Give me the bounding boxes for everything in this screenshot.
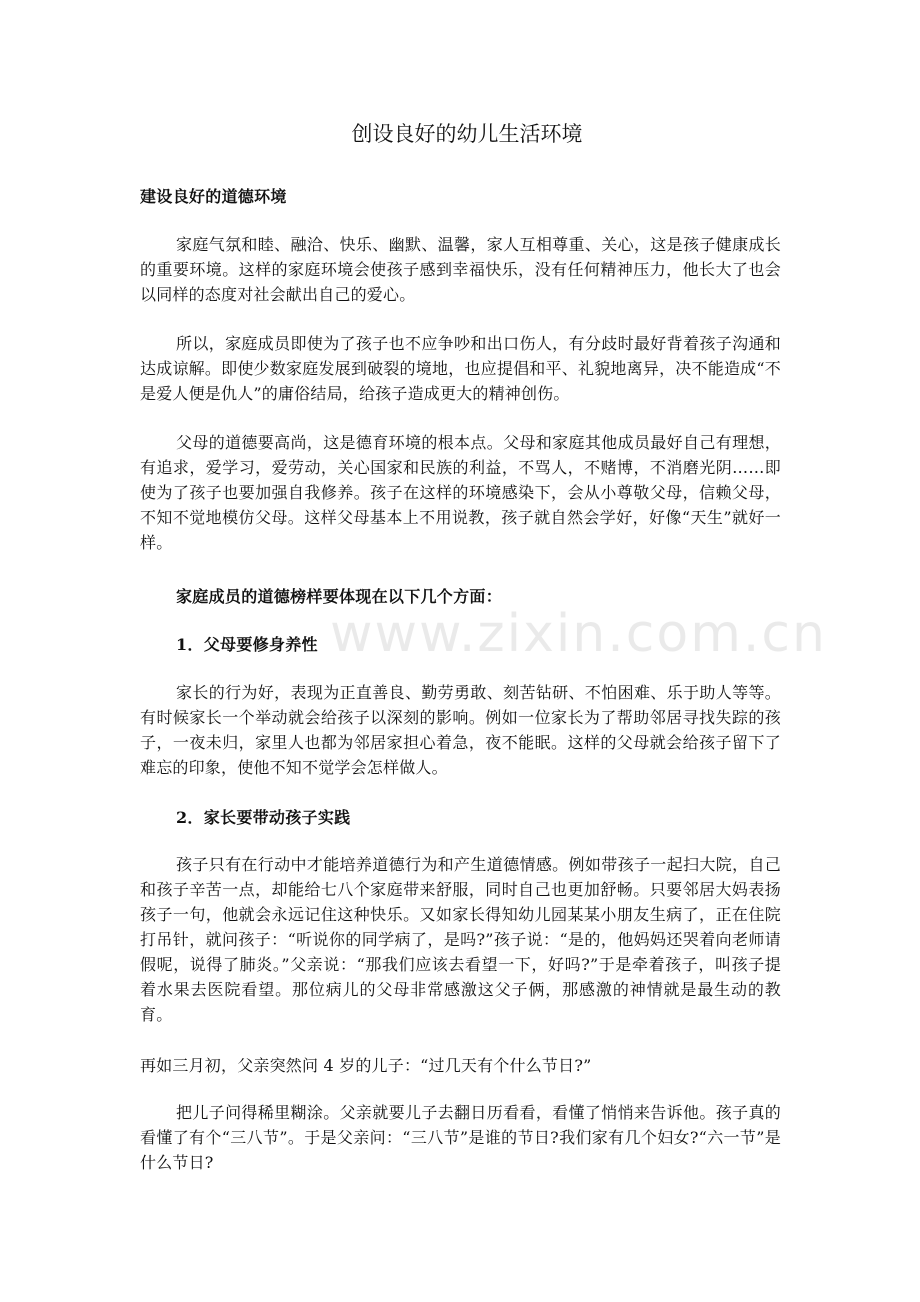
item2-heading: 2．家长要带动孩子实践: [176, 808, 351, 827]
item2-paragraph-c: 把儿子问得稀里糊涂。父亲就要儿子去翻日历看看，看懂了悄悄来告诉他。孩子真的看懂了有个“三八节”。于是父亲问：“三八节”是谁的节日?我们家有几个妇女?“六一节”是什么节日?: [140, 1103, 781, 1172]
paragraph-1: 家庭气氛和睦、融洽、快乐、幽默、温馨，家人互相尊重、关心，这是孩子健康成长的重要环境。这样的家庭环境会使孩子感到幸福快乐，没有任何精神压力，他长大了也会以同样的态度对社会献出自己的爱心。: [140, 235, 781, 304]
document-title: 创设良好的幼儿生活环境: [351, 122, 583, 146]
section-heading: 建设良好的道德环境: [140, 187, 287, 206]
watermark-text: www.zixin.com.cn: [330, 604, 827, 664]
paragraph-2: 所以，家庭成员即使为了孩子也不应争吵和出口伤人，有分歧时最好背着孩子沟通和达成谅解。即使少数家庭发展到破裂的境地，也应提倡和平、礼貌地离异，决不能造成“不是爱人便是仇人”的庸俗结局，给孩子造成更大的精神创伤。: [140, 334, 781, 403]
item2-paragraph: 孩子只有在行动中才能培养道德行为和产生道德情感。例如带孩子一起扫大院，自己和孩子辛苦一点，却能给七八个家庭带来舒服，同时自己也更加舒畅。只要邻居大妈表扬孩子一句，他就会永远记住这种快乐。又如家长得知幼儿园某某小朋友生病了，正在住院打吊针，就问孩子：“听说你的同学病了，是吗?”孩子说：“是的，他妈妈还哭着向老师请假呢，说得了肺炎。”父亲说：“那我们应该去看望一下，好吗?”于是牵着孩子，叫孩子提着水果去医院看望。那位病儿的父母非常感激这父子俩，那感激的神情就是最生动的教育。: [140, 855, 781, 1024]
item1-heading: 1．父母要修身养性: [176, 635, 318, 654]
paragraph-3: 父母的道德要高尚，这是德育环境的根本点。父母和家庭其他成员最好自己有理想，有追求，爱学习，爱劳动，关心国家和民族的利益，不骂人，不赌博，不消磨光阴……即使为了孩子也要加强自我修养。孩子在这样的环境感染下，会从小尊敬父母，信赖父母，不知不觉地模仿父母。这样父母基本上不用说教，孩子就自然会学好，好像“天生”就好一样。: [140, 433, 781, 552]
item1-paragraph: 家长的行为好，表现为正直善良、勤劳勇敢、刻苦钻研、不怕困难、乐于助人等等。有时候家长一个举动就会给孩子以深刻的影响。例如一位家长为了帮助邻居寻找失踪的孩子，一夜未归，家里人也都为邻居家担心着急，夜不能眠。这样的父母就会给孩子留下了难忘的印象，使他不知不觉学会怎样做人。: [140, 683, 781, 777]
list-intro-heading: 家庭成员的道德榜样要体现在以下几个方面：: [176, 587, 503, 606]
item2-paragraph-b: 再如三月初，父亲突然问 4 岁的儿子：“过几天有个什么节日?”: [140, 1056, 592, 1075]
